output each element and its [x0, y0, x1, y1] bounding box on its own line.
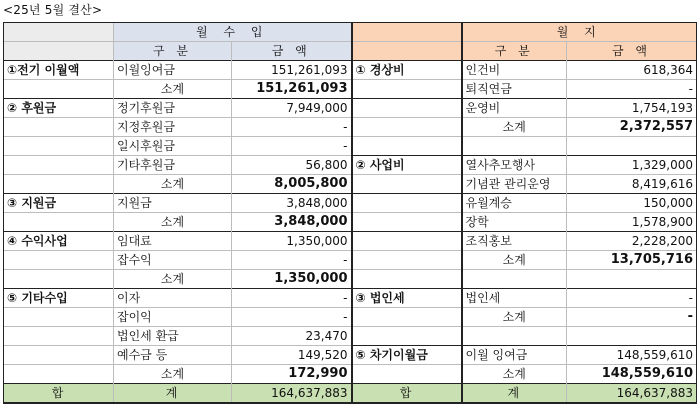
- table-row: [4, 99, 697, 118]
- table-row: [4, 365, 697, 384]
- total-label-left-2: 계: [114, 384, 232, 404]
- expense-item-cell: 유월계승: [462, 194, 567, 213]
- income-category-cell: [4, 308, 114, 327]
- income-amount-cell: 1,350,000: [232, 270, 352, 289]
- expense-amount-cell: 148,559,610: [567, 365, 697, 384]
- table-row: [4, 175, 697, 194]
- expense-category-cell: [352, 308, 462, 327]
- total-label-left: 합: [4, 384, 114, 404]
- expense-item-cell: [462, 137, 567, 156]
- income-category-cell: [4, 213, 114, 232]
- income-item-cell: 잡수익: [114, 251, 232, 270]
- expense-category-cell: [352, 365, 462, 384]
- income-amount-cell: 172,990: [232, 365, 352, 384]
- table-row: [4, 232, 697, 251]
- income-amount-header: 금 액: [232, 42, 352, 61]
- header-spacer-right: [352, 23, 462, 42]
- income-item-cell: 소계: [114, 175, 232, 194]
- income-category-cell: [4, 80, 114, 99]
- expense-category-cell: ⑤ 차기이월금: [352, 346, 462, 365]
- expense-item-cell: [462, 327, 567, 346]
- subheader-spacer-right: [352, 42, 462, 61]
- expense-category-cell: [352, 213, 462, 232]
- income-item-cell: 정기후원금: [114, 99, 232, 118]
- income-item-cell: 지정후원금: [114, 118, 232, 137]
- income-amount-cell: 3,848,000: [232, 194, 352, 213]
- expense-category-cell: ① 경상비: [352, 61, 462, 80]
- expense-category-cell: [352, 80, 462, 99]
- expense-item-cell: 열사추모행사: [462, 156, 567, 175]
- income-group-header: 구 분: [114, 42, 232, 61]
- table-row: [4, 270, 697, 289]
- total-amount-right: 164,637,883: [567, 384, 697, 404]
- expense-category-cell: [352, 232, 462, 251]
- table-row: [4, 327, 697, 346]
- income-amount-cell: -: [232, 289, 352, 308]
- income-item-cell: 소계: [114, 270, 232, 289]
- income-item-cell: 기타후원금: [114, 156, 232, 175]
- total-label-right-2: 계: [462, 384, 567, 404]
- table-row: [4, 118, 697, 137]
- expense-amount-cell: -: [567, 80, 697, 99]
- income-item-cell: 이월잉여금: [114, 61, 232, 80]
- table-row: [4, 194, 697, 213]
- expense-amount-cell: 2,228,200: [567, 232, 697, 251]
- expense-category-cell: [352, 251, 462, 270]
- income-item-cell: 법인세 환급: [114, 327, 232, 346]
- income-amount-cell: 56,800: [232, 156, 352, 175]
- income-amount-cell: -: [232, 137, 352, 156]
- income-amount-cell: -: [232, 118, 352, 137]
- income-category-cell: ② 후원금: [4, 99, 114, 118]
- table-row: [4, 137, 697, 156]
- income-item-cell: 예수금 등: [114, 346, 232, 365]
- income-category-cell: [4, 137, 114, 156]
- expense-category-cell: [352, 137, 462, 156]
- expense-amount-cell: [567, 327, 697, 346]
- expense-amount-cell: 2,372,557: [567, 118, 697, 137]
- expense-item-cell: 소계: [462, 365, 567, 384]
- table-row: [4, 289, 697, 308]
- table-row: [4, 156, 697, 175]
- income-item-cell: 이자: [114, 289, 232, 308]
- expense-category-cell: [352, 327, 462, 346]
- expense-item-cell: 기념관 관리운영: [462, 175, 567, 194]
- expense-item-cell: 퇴직연금: [462, 80, 567, 99]
- expense-amount-cell: [567, 270, 697, 289]
- income-amount-cell: -: [232, 251, 352, 270]
- income-item-cell: 소계: [114, 213, 232, 232]
- income-category-cell: [4, 270, 114, 289]
- income-category-cell: [4, 175, 114, 194]
- expense-amount-header: 금 액: [567, 42, 697, 61]
- total-row: [4, 384, 697, 404]
- income-category-cell: [4, 365, 114, 384]
- income-category-cell: ①전기 이월액: [4, 61, 114, 80]
- expense-item-cell: [462, 270, 567, 289]
- expense-amount-cell: [567, 137, 697, 156]
- expense-amount-cell: 8,419,616: [567, 175, 697, 194]
- expense-category-cell: [352, 270, 462, 289]
- subheader-spacer-left: [4, 42, 114, 61]
- expense-item-cell: 소계: [462, 251, 567, 270]
- expense-header: 월 지: [462, 23, 697, 42]
- income-amount-cell: 149,520: [232, 346, 352, 365]
- income-category-cell: [4, 118, 114, 137]
- expense-category-cell: ② 사업비: [352, 156, 462, 175]
- table-row: [4, 61, 697, 80]
- income-item-cell: 임대료: [114, 232, 232, 251]
- income-category-cell: [4, 251, 114, 270]
- table-row: [4, 251, 697, 270]
- expense-category-cell: [352, 118, 462, 137]
- expense-amount-cell: 1,754,193: [567, 99, 697, 118]
- settlement-table: [3, 22, 697, 404]
- expense-item-cell: 조직홍보: [462, 232, 567, 251]
- expense-amount-cell: -: [567, 308, 697, 327]
- expense-item-cell: 인건비: [462, 61, 567, 80]
- table-row: [4, 80, 697, 99]
- income-item-cell: 일시후원금: [114, 137, 232, 156]
- income-amount-cell: 151,261,093: [232, 80, 352, 99]
- expense-amount-cell: 1,329,000: [567, 156, 697, 175]
- expense-amount-cell: -: [567, 289, 697, 308]
- income-category-cell: [4, 327, 114, 346]
- expense-item-cell: 이월 잉여금: [462, 346, 567, 365]
- expense-category-cell: [352, 99, 462, 118]
- income-amount-cell: 7,949,000: [232, 99, 352, 118]
- income-item-cell: 지원금: [114, 194, 232, 213]
- income-amount-cell: -: [232, 308, 352, 327]
- income-amount-cell: 23,470: [232, 327, 352, 346]
- income-header: 월 수 입: [114, 23, 352, 42]
- income-amount-cell: 151,261,093: [232, 61, 352, 80]
- expense-amount-cell: 150,000: [567, 194, 697, 213]
- income-item-cell: 잡이익: [114, 308, 232, 327]
- expense-group-header: 구 분: [462, 42, 567, 61]
- income-category-cell: ③ 지원금: [4, 194, 114, 213]
- expense-item-cell: 소계: [462, 118, 567, 137]
- expense-amount-cell: 148,559,610: [567, 346, 697, 365]
- expense-item-cell: 법인세: [462, 289, 567, 308]
- expense-category-cell: [352, 194, 462, 213]
- table-row: [4, 308, 697, 327]
- total-label-right: 합: [352, 384, 462, 404]
- expense-category-cell: [352, 175, 462, 194]
- income-category-cell: [4, 346, 114, 365]
- income-category-cell: ⑤ 기타수입: [4, 289, 114, 308]
- header-spacer-left: [4, 23, 114, 42]
- income-category-cell: [4, 156, 114, 175]
- expense-item-cell: 장학: [462, 213, 567, 232]
- income-item-cell: 소계: [114, 365, 232, 384]
- expense-category-cell: ③ 법인세: [352, 289, 462, 308]
- expense-amount-cell: 13,705,716: [567, 251, 697, 270]
- income-amount-cell: 1,350,000: [232, 232, 352, 251]
- income-item-cell: 소계: [114, 80, 232, 99]
- income-amount-cell: 8,005,800: [232, 175, 352, 194]
- income-amount-cell: 3,848,000: [232, 213, 352, 232]
- expense-item-cell: 운영비: [462, 99, 567, 118]
- total-amount-left: 164,637,883: [232, 384, 352, 404]
- expense-amount-cell: 1,578,900: [567, 213, 697, 232]
- income-category-cell: ④ 수익사업: [4, 232, 114, 251]
- table-row: [4, 213, 697, 232]
- expense-amount-cell: 618,364: [567, 61, 697, 80]
- expense-item-cell: 소계: [462, 308, 567, 327]
- table-row: [4, 346, 697, 365]
- report-caption: <25년 5월 결산>: [3, 3, 103, 17]
